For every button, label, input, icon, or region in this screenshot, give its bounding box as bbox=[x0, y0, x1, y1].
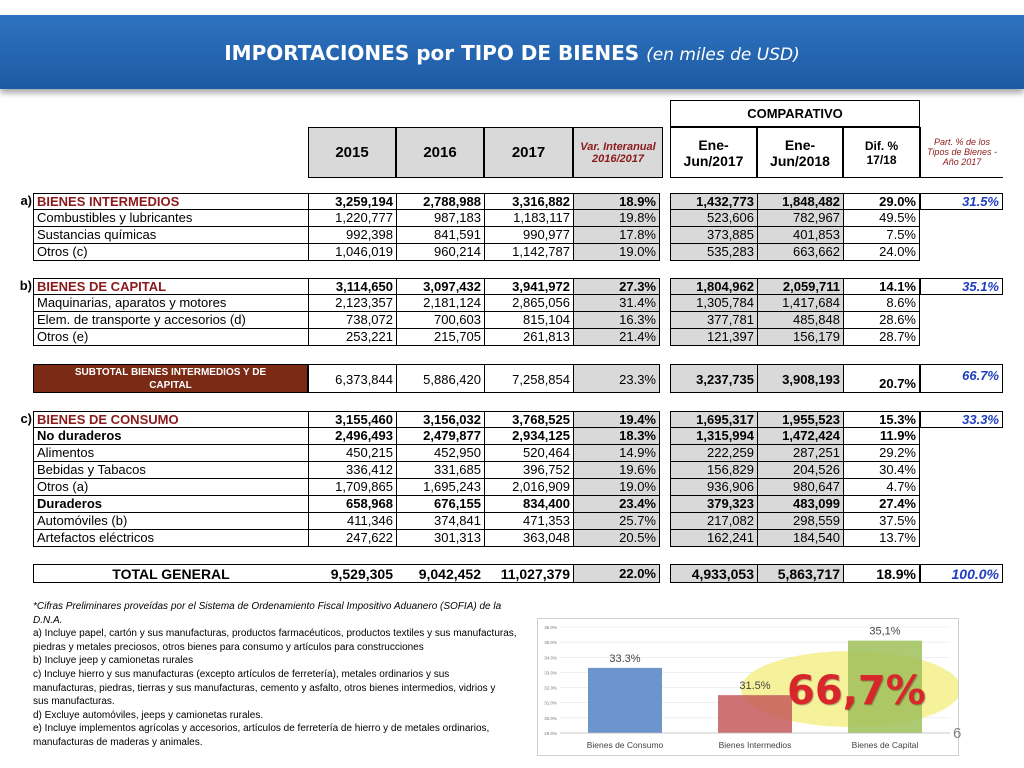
note-c3: sus manufacturas. bbox=[33, 696, 115, 708]
row-label: BIENES DE CAPITAL bbox=[33, 278, 308, 295]
value-part: 33.3% bbox=[920, 411, 1003, 428]
row-label: Sustancias químicas bbox=[33, 227, 308, 244]
value-ene-jun-2017: 523,606 bbox=[670, 210, 757, 227]
value-v2017: 3,316,882 bbox=[484, 193, 573, 210]
value-dif: 13.7% bbox=[843, 530, 920, 547]
value-v2016: 374,841 bbox=[396, 513, 484, 530]
value-ene-jun-2017: 936,906 bbox=[670, 479, 757, 496]
value-v2015: 738,072 bbox=[308, 312, 396, 329]
row-label: No duraderos bbox=[33, 428, 308, 445]
var-header-line: 2016/2017 bbox=[592, 152, 644, 165]
value-part: 31.5% bbox=[920, 193, 1003, 210]
value-v2016: 3,156,032 bbox=[396, 411, 484, 428]
value-v2017: 815,104 bbox=[484, 312, 573, 329]
value-var: 31.4% bbox=[573, 295, 660, 312]
page-number: 6 bbox=[953, 725, 962, 742]
subtotal-2015: 6,373,844 bbox=[308, 364, 396, 393]
row-label: Bebidas y Tabacos bbox=[33, 462, 308, 479]
y-tick-label: 35.0% bbox=[544, 640, 557, 646]
total-ene-jun-2017: 4,933,053 bbox=[670, 564, 757, 583]
value-ene-jun-2017: 379,323 bbox=[670, 496, 757, 513]
value-v2015: 253,221 bbox=[308, 329, 396, 346]
y-tick-label: 36.0% bbox=[544, 625, 557, 630]
total-ene-jun-2018: 5,863,717 bbox=[757, 564, 843, 583]
col-2017-header-line: 2017 bbox=[511, 144, 546, 161]
value-ene-jun-2017: 1,695,317 bbox=[670, 411, 757, 428]
value-v2016: 841,591 bbox=[396, 227, 484, 244]
ene-jun-2017-header-line: Jun/2017 bbox=[683, 152, 744, 169]
value-ene-jun-2018: 298,559 bbox=[757, 513, 843, 530]
value-v2015: 1,046,019 bbox=[308, 244, 396, 261]
note-e: e) Incluye implementos agrícolas y accesorios, artículos de ferretería de hierro y de metales ordinarios, bbox=[33, 723, 490, 735]
value-var: 19.0% bbox=[573, 244, 660, 261]
value-ene-jun-2017: 377,781 bbox=[670, 312, 757, 329]
note-a2: piedras y metales preciosos, otros bienes para consumo y artículos para construcciones bbox=[33, 641, 424, 653]
dif-header bbox=[843, 127, 920, 178]
section-letter: b) bbox=[19, 278, 32, 293]
value-ene-jun-2018: 663,662 bbox=[757, 244, 843, 261]
value-dif: 28.7% bbox=[843, 329, 920, 346]
value-var: 18.3% bbox=[573, 428, 660, 445]
value-v2016: 1,695,243 bbox=[396, 479, 484, 496]
value-v2017: 520,464 bbox=[484, 445, 573, 462]
ene-jun-2017-header-line: Ene- bbox=[698, 136, 729, 153]
data-label: 31.5% bbox=[739, 680, 771, 693]
value-ene-jun-2018: 1,848,482 bbox=[757, 193, 843, 210]
ene-jun-2018-header bbox=[757, 127, 843, 178]
value-v2015: 247,622 bbox=[308, 530, 396, 547]
subtotal-label bbox=[33, 364, 308, 393]
var-header-line: Var. Interanual bbox=[580, 140, 656, 153]
value-v2017: 2,016,909 bbox=[484, 479, 573, 496]
value-v2015: 450,215 bbox=[308, 445, 396, 462]
value-ene-jun-2017: 373,885 bbox=[670, 227, 757, 244]
subtotal-var: 23.3% bbox=[573, 364, 660, 393]
value-v2015: 1,709,865 bbox=[308, 479, 396, 496]
value-v2017: 1,142,787 bbox=[484, 244, 573, 261]
note-1: *Cifras Preliminares proveídas por el Sistema de Ordenamiento Fiscal Impositivo Aduanero (SOFIA) de la bbox=[33, 601, 502, 612]
note-b: b) Incluye jeep y camionetas rurales bbox=[33, 655, 194, 667]
value-ene-jun-2018: 980,647 bbox=[757, 479, 843, 496]
value-ene-jun-2018: 2,059,711 bbox=[757, 278, 843, 295]
row-label: Otros (c) bbox=[33, 244, 308, 261]
note-1b: D.N.A. bbox=[33, 614, 63, 626]
value-dif: 29.0% bbox=[843, 193, 920, 210]
value-var: 20.5% bbox=[573, 530, 660, 547]
value-ene-jun-2017: 535,283 bbox=[670, 244, 757, 261]
note-c: c) Incluye hierro y sus manufacturas (excepto artículos de ferretería), metales ordinarios y sus bbox=[33, 668, 450, 680]
dif-header-line: 17/18 bbox=[866, 152, 897, 167]
ene-jun-2018-header-line: Jun/2018 bbox=[770, 152, 830, 169]
value-v2016: 3,097,432 bbox=[396, 278, 484, 295]
x-tick-label: Bienes de Consumo bbox=[586, 740, 664, 750]
subtotal-2017: 7,258,854 bbox=[484, 364, 573, 393]
total-dif: 18.9% bbox=[843, 564, 920, 583]
value-ene-jun-2017: 162,241 bbox=[670, 530, 757, 547]
y-tick-label: 34.0% bbox=[544, 655, 557, 661]
comparativo-header-line: COMPARATIVO bbox=[747, 106, 843, 121]
footnotes bbox=[33, 600, 525, 750]
row-label: Alimentos bbox=[33, 445, 308, 462]
value-v2016: 2,479,877 bbox=[396, 428, 484, 445]
bar-bienes-de-consumo bbox=[588, 668, 662, 733]
note-a: a) Incluye papel, cartón y sus manufacturas, productos farmacéuticos, productos textiles y sus manufacturas, bbox=[33, 628, 517, 640]
value-var: 14.9% bbox=[573, 445, 660, 462]
row-label: Automóviles (b) bbox=[33, 513, 308, 530]
value-v2016: 676,155 bbox=[396, 496, 484, 513]
value-ene-jun-2018: 401,853 bbox=[757, 227, 843, 244]
value-ene-jun-2018: 1,417,684 bbox=[757, 295, 843, 312]
value-v2017: 990,977 bbox=[484, 227, 573, 244]
value-v2015: 336,412 bbox=[308, 462, 396, 479]
value-dif: 4.7% bbox=[843, 479, 920, 496]
value-v2016: 2,181,124 bbox=[396, 295, 484, 312]
value-v2015: 3,114,650 bbox=[308, 278, 396, 295]
note-e2: manufacturas de maderas y animales. bbox=[33, 736, 203, 748]
value-dif: 28.6% bbox=[843, 312, 920, 329]
value-dif: 49.5% bbox=[843, 210, 920, 227]
value-ene-jun-2017: 1,804,962 bbox=[670, 278, 757, 295]
subtotal-2016: 5,886,420 bbox=[396, 364, 484, 393]
value-var: 19.6% bbox=[573, 462, 660, 479]
value-v2016: 331,685 bbox=[396, 462, 484, 479]
value-ene-jun-2017: 156,829 bbox=[670, 462, 757, 479]
value-v2015: 411,346 bbox=[308, 513, 396, 530]
value-v2015: 3,259,194 bbox=[308, 193, 396, 210]
value-ene-jun-2018: 1,955,523 bbox=[757, 411, 843, 428]
value-ene-jun-2018: 184,540 bbox=[757, 530, 843, 547]
comparativo-header bbox=[670, 100, 920, 127]
value-v2017: 363,048 bbox=[484, 530, 573, 547]
value-v2016: 700,603 bbox=[396, 312, 484, 329]
value-ene-jun-2017: 121,397 bbox=[670, 329, 757, 346]
value-ene-jun-2018: 287,251 bbox=[757, 445, 843, 462]
row-label: BIENES INTERMEDIOS bbox=[33, 193, 308, 210]
row-label: Otros (e) bbox=[33, 329, 308, 346]
row-label: Duraderos bbox=[33, 496, 308, 513]
subtotal-ene-jun-2017: 3,237,735 bbox=[670, 364, 757, 393]
slide-title bbox=[0, 41, 1024, 65]
y-tick-label: 33.0% bbox=[544, 670, 557, 676]
value-v2016: 301,313 bbox=[396, 530, 484, 547]
value-v2016: 452,950 bbox=[396, 445, 484, 462]
row-label: Maquinarias, aparatos y motores bbox=[33, 295, 308, 312]
dif-header-line: Dif. % bbox=[864, 138, 899, 153]
value-var: 19.0% bbox=[573, 479, 660, 496]
value-dif: 11.9% bbox=[843, 428, 920, 445]
value-part: 35.1% bbox=[920, 278, 1003, 295]
part-header bbox=[920, 127, 1003, 178]
title-sub: (en miles de USD) bbox=[646, 45, 800, 65]
subtotal-label-line: SUBTOTAL BIENES INTERMEDIOS Y DE bbox=[74, 367, 267, 378]
data-label: 35,1% bbox=[869, 625, 901, 638]
row-label: Artefactos eléctricos bbox=[33, 530, 308, 547]
value-v2016: 987,183 bbox=[396, 210, 484, 227]
value-dif: 29.2% bbox=[843, 445, 920, 462]
value-ene-jun-2018: 156,179 bbox=[757, 329, 843, 346]
value-dif: 8.6% bbox=[843, 295, 920, 312]
value-v2016: 960,214 bbox=[396, 244, 484, 261]
value-dif: 14.1% bbox=[843, 278, 920, 295]
total-part: 100.0% bbox=[920, 564, 1003, 583]
value-v2017: 2,865,056 bbox=[484, 295, 573, 312]
value-var: 19.8% bbox=[573, 210, 660, 227]
value-v2017: 3,768,525 bbox=[484, 411, 573, 428]
value-v2017: 471,353 bbox=[484, 513, 573, 530]
value-v2015: 992,398 bbox=[308, 227, 396, 244]
value-v2015: 2,123,357 bbox=[308, 295, 396, 312]
value-ene-jun-2018: 485,848 bbox=[757, 312, 843, 329]
value-dif: 24.0% bbox=[843, 244, 920, 261]
row-label: Combustibles y lubricantes bbox=[33, 210, 308, 227]
x-tick-label: Bienes Intermedios bbox=[718, 740, 792, 750]
value-ene-jun-2017: 1,305,784 bbox=[670, 295, 757, 312]
y-tick-label: 29.0% bbox=[544, 731, 557, 736]
value-v2015: 3,155,460 bbox=[308, 411, 396, 428]
highlight-66-7: 66,7% bbox=[787, 668, 926, 714]
value-ene-jun-2017: 222,259 bbox=[670, 445, 757, 462]
value-ene-jun-2018: 204,526 bbox=[757, 462, 843, 479]
var-header bbox=[573, 127, 663, 178]
value-ene-jun-2018: 483,099 bbox=[757, 496, 843, 513]
value-dif: 15.3% bbox=[843, 411, 920, 428]
value-v2017: 396,752 bbox=[484, 462, 573, 479]
total-2015: 9,529,305 bbox=[308, 564, 396, 583]
value-v2017: 3,941,972 bbox=[484, 278, 573, 295]
value-var: 18.9% bbox=[573, 193, 660, 210]
part-header-line: Año 2017 bbox=[942, 157, 982, 167]
col-2016-header bbox=[396, 127, 484, 178]
value-v2016: 215,705 bbox=[396, 329, 484, 346]
value-ene-jun-2017: 217,082 bbox=[670, 513, 757, 530]
total-2017: 11,027,379 bbox=[484, 564, 573, 583]
value-v2016: 2,788,988 bbox=[396, 193, 484, 210]
value-v2017: 2,934,125 bbox=[484, 428, 573, 445]
row-label: Elem. de transporte y accesorios (d) bbox=[33, 312, 308, 329]
ene-jun-2018-header-line: Ene- bbox=[784, 136, 816, 153]
value-ene-jun-2017: 1,315,994 bbox=[670, 428, 757, 445]
title-main: IMPORTACIONES por TIPO DE BIENES bbox=[224, 41, 640, 65]
section-letter: c) bbox=[20, 411, 32, 426]
value-var: 25.7% bbox=[573, 513, 660, 530]
section-letter: a) bbox=[20, 193, 32, 208]
value-dif: 37.5% bbox=[843, 513, 920, 530]
col-2015-header bbox=[308, 127, 396, 178]
total-var: 22.0% bbox=[573, 564, 660, 583]
subtotal-ene-jun-2018: 3,908,193 bbox=[757, 364, 843, 393]
total-2016: 9,042,452 bbox=[396, 564, 484, 583]
part-header-line: Tipos de Bienes - bbox=[927, 147, 997, 157]
x-tick-label: Bienes de Capital bbox=[851, 740, 919, 750]
value-ene-jun-2018: 1,472,424 bbox=[757, 428, 843, 445]
value-ene-jun-2018: 782,967 bbox=[757, 210, 843, 227]
col-2017-header bbox=[484, 127, 573, 178]
y-tick-label: 30.0% bbox=[544, 715, 557, 721]
value-dif: 27.4% bbox=[843, 496, 920, 513]
value-dif: 7.5% bbox=[843, 227, 920, 244]
value-var: 23.4% bbox=[573, 496, 660, 513]
value-var: 21.4% bbox=[573, 329, 660, 346]
row-label: BIENES DE CONSUMO bbox=[33, 411, 308, 428]
y-tick-label: 31.0% bbox=[544, 700, 557, 706]
total-label: TOTAL GENERAL bbox=[33, 564, 308, 583]
value-ene-jun-2017: 1,432,773 bbox=[670, 193, 757, 210]
value-v2017: 834,400 bbox=[484, 496, 573, 513]
value-v2015: 658,968 bbox=[308, 496, 396, 513]
value-v2015: 1,220,777 bbox=[308, 210, 396, 227]
subtotal-dif: 20.7% bbox=[843, 364, 920, 393]
data-label: 33.3% bbox=[609, 652, 641, 665]
bar-bienes-intermedios bbox=[718, 695, 792, 733]
subtotal-label-line: CAPITAL bbox=[149, 380, 192, 391]
value-var: 19.4% bbox=[573, 411, 660, 428]
col-2015-header-line: 2015 bbox=[335, 144, 369, 161]
subtotal-part: 66.7% bbox=[920, 364, 1003, 393]
ene-jun-2017-header bbox=[670, 127, 757, 178]
title-banner bbox=[0, 15, 1024, 89]
note-c2: manufacturas, piedras, tierras y sus manufacturas, cemento y asfalto, otros bienes intermedios, vidrios y bbox=[33, 682, 496, 694]
value-dif: 30.4% bbox=[843, 462, 920, 479]
value-v2017: 1,183,117 bbox=[484, 210, 573, 227]
y-tick-label: 32.0% bbox=[544, 685, 557, 691]
value-v2015: 2,496,493 bbox=[308, 428, 396, 445]
value-var: 16.3% bbox=[573, 312, 660, 329]
part-header-line: Part. % de los bbox=[933, 137, 991, 147]
note-d: d) Excluye automóviles, jeeps y camionetas rurales. bbox=[33, 709, 264, 721]
row-label: Otros (a) bbox=[33, 479, 308, 496]
value-var: 27.3% bbox=[573, 278, 660, 295]
value-var: 17.8% bbox=[573, 227, 660, 244]
col-2016-header-line: 2016 bbox=[423, 144, 457, 161]
value-v2017: 261,813 bbox=[484, 329, 573, 346]
